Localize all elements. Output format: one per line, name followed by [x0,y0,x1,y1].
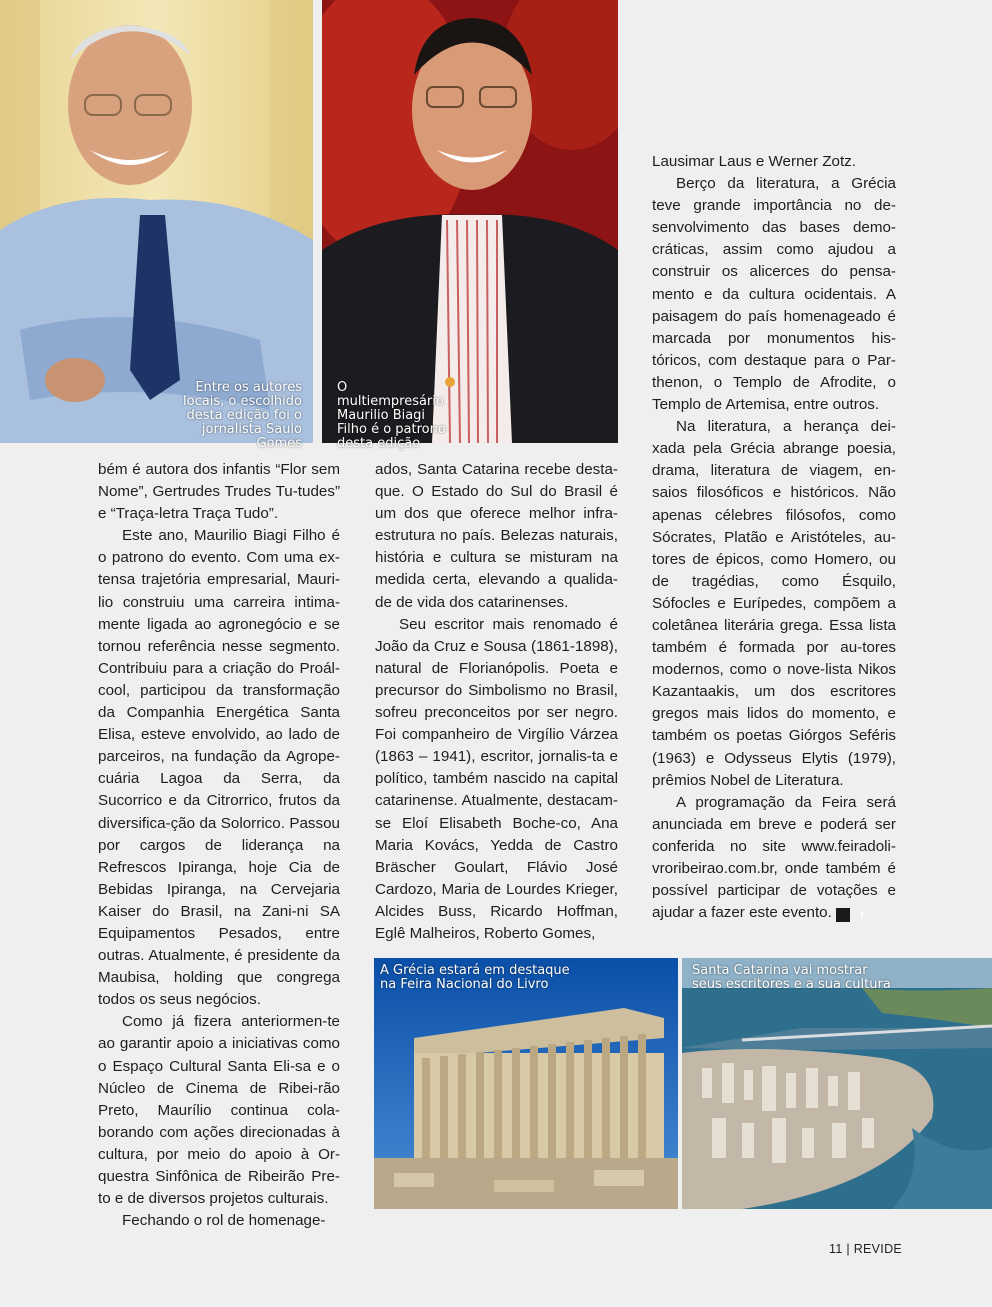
caption-maurilio: O multiempresário Maurilio Biagi Filho é o patrono desta edição [337,380,446,451]
paragraph: Na literatura, a herança dei-xada pela Grécia abrange poesia, drama, literatura de viagem, en-saios filosóficos e históricos. Não apenas célebres filósofos, como Sócrates, Platão e Aristóteles, au-tores de épicos, como Homero, ou de tragédias, como Ésquilo, Sófocles e Eurípedes, compõem a coletânea literária grega. Essa lista também é formada por au-tores modernos, como o nove-lista Nikos Kazantaakis, um dos escritores gregos mais lidos do momento, e também os poetas Giórgos Seféris (1963) e Odysseus Elytis (1979), prêmios Nobel de Literatura. [652,418,896,789]
paragraph: ados, Santa Catarina recebe desta-que. O Estado do Sul do Brasil é um dos que oferece melhor infra-estrutura no país. Belezas naturais, história e cultura se misturam na medida certa, elevando a qualida-de de vida dos catarinenses. [375,461,618,611]
photo-maurilio-biagi [322,0,618,443]
caption-grecia: A Grécia estará em destaque na Feira Nacional do Livro [380,963,570,992]
revide-end-mark: r [836,908,850,922]
paragraph-text: A programação da Feira será anunciada em breve e poderá ser conferida no site www.feiradoli-vroribeirao.com.br, onde também é possível participar de votações e ajudar a fazer este evento. [652,793,896,922]
photo-florianopolis [682,958,992,1209]
magazine-name: REVIDE [853,1242,903,1256]
text-column-3 [652,151,896,924]
text-column-2 [375,459,618,945]
paragraph: bém é autora dos infantis “Flor sem Nome”, Gertrudes Trudes Tu-tudes” e “Traça-letra Traça Tudo”. [98,461,340,523]
paragraph: Este ano, Maurilio Biagi Filho é o patrono do evento. Com uma ex-tensa trajetória empresarial, Mauri-lio construiu uma carreira intima-mente ligada ao agronegócio e se tornou referência nesse segmento. Contribuiu para a criação do Proál-cool, participou da transformação da Companhia Energética Santa Elisa, esteve envolvido, ao lado de parceiros, na fundação da Agrope-cuária Lagoa da Serra, da Sucorrico e da Citrorrico, frutos da diversifica-ção da Solorrico. Passou por cargos de liderança na Refrescos Ipiranga, hoje Cia de Bebidas Ipiranga, na Cervejaria Kaiser do Brasil, na Zani-ni SA Equipamentos Pesados, entre outras. Atualmente, é presidente da Maubisa, holding que congrega todos os seus negócios. [98,527,340,1009]
paragraph [652,792,896,925]
paragraph: Berço da literatura, a Grécia teve grande importância no de-senvolvimento das bases demo-cráticas, assim como ajudou a construir os alicerces do pensa-mento e da cultura ocidentais. A paisagem do país homenageado é marcada por monumentos his-tóricos, com destaque para o Par-thenon, o Templo de Afrodite, o Templo de Artemisa, entre outros. [652,175,896,414]
page-number: 11 [829,1242,843,1256]
text-column-1 [98,459,340,1232]
footer-separator: | [846,1242,850,1256]
paragraph: Seu escritor mais renomado é João da Cruz e Sousa (1861-1898), natural de Florianópolis. Poeta e precursor do Simbolismo no Brasil, sofreu preconceitos por ser negro. Foi companheiro de Virgílio Várzea (1863 – 1941), escritor, jornalis-ta e político, também nascido na capital catarinense. Atualmente, destacam-se Eloí Elisabeth Boche-co, Ana Maria Kovács, Yedda de Castro Bräscher Goulart, Flávio José Cardozo, Maria de Lourdes Krieger, Alcides Buss, Ricardo Hoffman, Eglê Malheiros, Roberto Gomes, [375,615,618,942]
photo-parthenon [374,958,678,1209]
photo-saulo-gomes [0,0,313,443]
paragraph: Lausimar Laus e Werner Zotz. [652,153,856,170]
caption-santa-catarina: Santa Catarina vai mostrar seus escritores e a sua cultura [692,963,891,992]
caption-saulo: Entre os autores locais, o escolhido desta edição foi o jornalista Saulo Gomes [183,380,302,451]
paragraph: Fechando o rol de homenage- [122,1212,326,1230]
page-footer [829,1242,902,1256]
paragraph: Como já fizera anteriormen-te ao garantir apoio a iniciativas como o Espaço Cultural Santa Eli-sa e o Núcleo de Cinema de Ribei-rão Preto, Maurílio continua cola-borando com ações direcionadas à cultura, por meio do apoio à Or-questra Sinfônica de Ribeirão Pre-to e de diversos projetos culturais. [98,1013,340,1208]
